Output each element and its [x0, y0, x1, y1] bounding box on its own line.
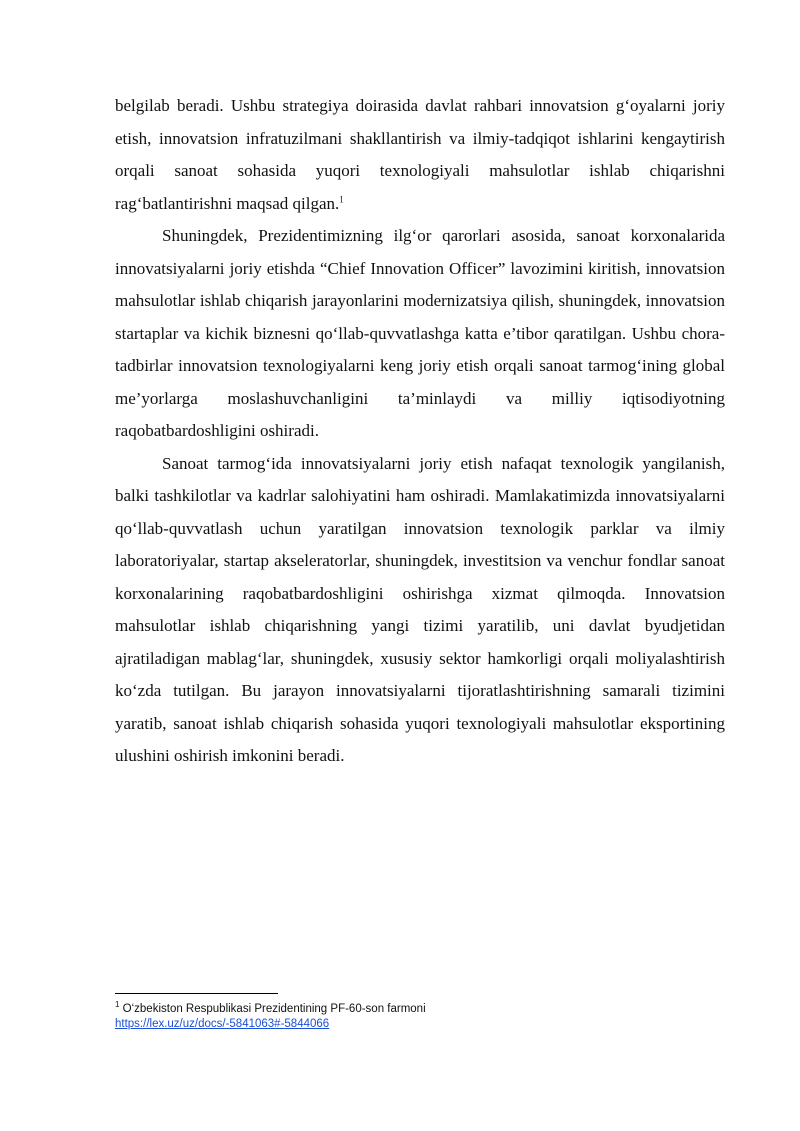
paragraph-1 [115, 90, 725, 220]
paragraph-3: Sanoat tarmog‘ida innovatsiyalarni joriy etish nafaqat texnologik yangilanish, balki tashkilotlar va kadrlar salohiyatini ham oshiradi. Mamlakatimizda innovatsiyalarni qo‘llab-quvvatlash uchun yaratilgan innovatsion texnologik parklar va ilmiy laboratoriyalar, startap akseleratorlar, shuningdek, investitsion va venchur fondlar sanoat korxonalarining raqobatbardoshligini oshirishga xizmat qilmoqda. Innovatsion mahsulotlar ishlab chiqarishning yangi tizimi yaratilib, uni davlat byudjetidan ajratiladigan mablag‘lar, shuningdek, xususiy sektor hamkorligi orqali moliyalashtirish ko‘zda tutilgan. Bu jarayon innovatsiyalarni tijoratlashtirishning samarali tizimini yaratib, sanoat ishlab chiqarish sohasida yuqori texnologiyali mahsulotlar eksportining ulushini oshirish imkonini beradi. [115, 453, 725, 765]
footnote-reference[interactable]: 1 [339, 193, 344, 204]
footnote-link[interactable]: https://lex.uz/uz/docs/-5841063#-5844066 [115, 1018, 330, 1030]
footnote-number: 1 [115, 1000, 120, 1010]
paragraph-2: Shuningdek, Prezidentimizning ilg‘or qarorlari asosida, sanoat korxonalarida innovatsiyalarni joriy etishda “Chief Innovation Officer” lavozimini kiritish, innovatsion mahsulotlar ishlab chiqarish jarayonlarini modernizatsiya qilish, shuningdek, innovatsion startaplar va kichik biznesni qo‘llab-quvvatlashga katta e’tibor qaratilgan. Ushbu chora-tadbirlar innovatsion texnologiyalarni keng joriy etish orqali sanoat tarmog‘ining global me’yorlarga moslashuvchanligini ta’minlaydi va milliy iqtisodiyotning raqobatbardoshligini oshiradi. [115, 226, 725, 440]
footnote [115, 1002, 725, 1032]
footnote-separator [115, 993, 278, 994]
footnote-text: O‘zbekiston Respublikasi Prezidentining PF-60-son farmoni [122, 1003, 426, 1015]
paragraph-1-text: belgilab beradi. Ushbu strategiya doirasida davlat rahbari innovatsion g‘oyalarni joriy etish, innovatsion infratuzilmani shakllantirish va ilmiy-tadqiqot ishlarini kengaytirish orqali sanoat sohasida yuqori texnologiyali mahsulotlar ishlab chiqarishni rag‘batlantirishni maqsad qilgan. [115, 96, 725, 213]
footnote-line [115, 1002, 725, 1017]
body-text [115, 90, 725, 773]
